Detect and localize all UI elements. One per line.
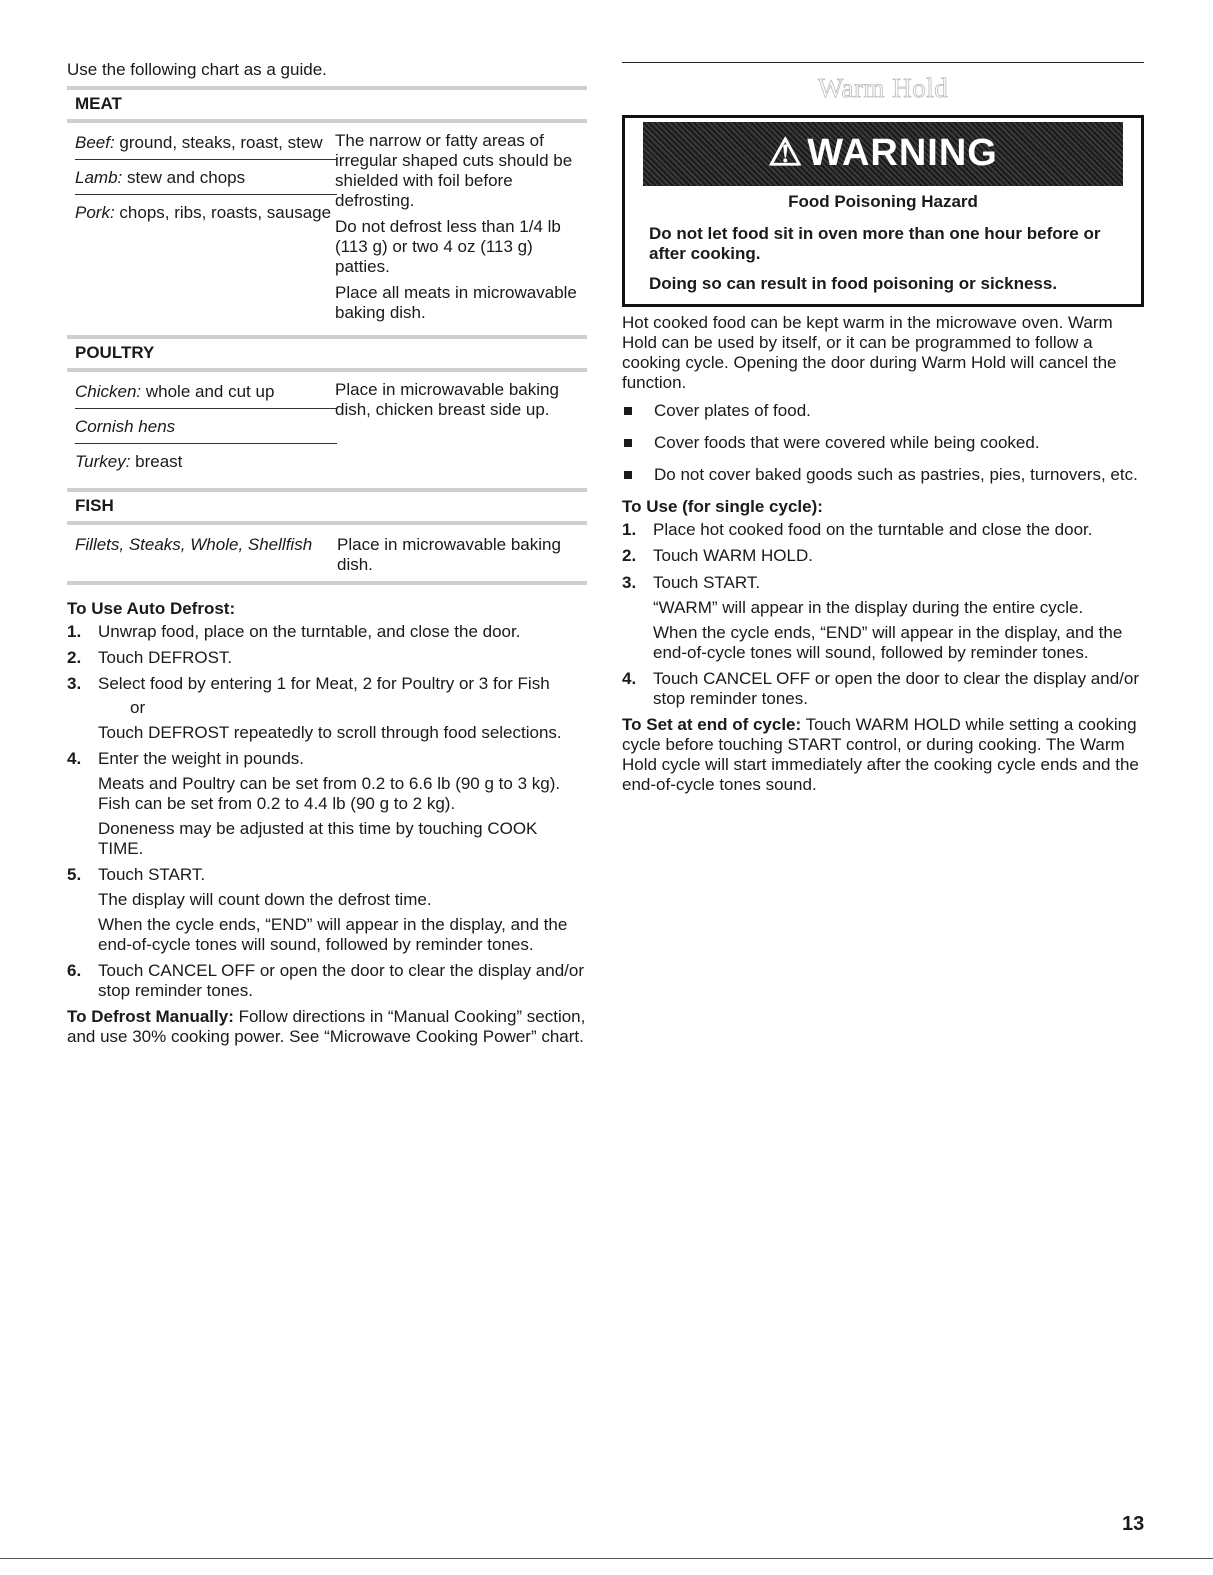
right-column [622, 62, 1144, 803]
step-item: 2. Touch DEFROST. [67, 648, 233, 668]
warm-hold-intro: Hot cooked food can be kept warm in the microwave oven. Warm Hold can be used by itself, or it can be programmed to follow a cooking cycle. Opening the door during Warm Hold will cancel the function. [622, 313, 1117, 393]
warning-box [622, 115, 1144, 307]
set-end-of-cycle: To Set at end of cycle: Touch WARM HOLD while setting a cooking cycle before touching START control, or during cooking. The Warm Hold cycle will start immediately after the cooking cycle ends and the end-of-cycle tones sound. [622, 714, 1139, 794]
bullet-item: Cover plates of food. [622, 401, 1144, 421]
food-item-beef: Beef: ground, steaks, roast, stew [75, 131, 337, 160]
meat-instruction: Place all meats in microwavable baking dish. [335, 283, 577, 323]
meat-instruction: The narrow or fatty areas of irregular shaped cuts should be shielded with foil before defrosting. [335, 131, 573, 211]
warning-triangle-icon: ⚠ [768, 132, 804, 175]
warning-line: Do not let food sit in oven more than one hour before or after cooking. [649, 223, 1101, 263]
warning-line: Doing so can result in food poisoning or sickness. [649, 274, 1058, 293]
chart-intro: Use the following chart as a guide. [67, 60, 327, 79]
meat-heading: MEAT [67, 86, 587, 123]
food-item-pork: Pork: chops, ribs, roasts, sausage [75, 203, 332, 223]
left-column [67, 60, 587, 1055]
warm-hold-title: Warm Hold [817, 73, 949, 103]
step-item: 1. Place hot cooked food on the turntable and close the door. [622, 520, 1093, 540]
fish-instruction: Place in microwavable baking dish. [337, 535, 561, 575]
fish-section [67, 525, 587, 585]
step-item: 1. Unwrap food, place on the turntable, and close the door. [67, 622, 521, 642]
step-item: 5. Touch START. The display will count down the defrost time. When the cycle ends, “END” will appear in the display, and the end-of-cycle tones will sound, followed by reminder tones. [67, 864, 568, 954]
food-item-turkey: Turkey: breast [75, 452, 183, 472]
step-item: 2. Touch WARM HOLD. [622, 546, 813, 566]
poultry-instructions [335, 380, 585, 426]
step-item: 4. Touch CANCEL OFF or open the door to clear the display and/or stop reminder tones. [622, 668, 1140, 708]
defrost-manually: To Defrost Manually: Follow directions in “Manual Cooking” section, and use 30% cooking power. See “Microwave Cooking Power” chart. [67, 1007, 586, 1047]
step-item: 4. Enter the weight in pounds. Meats and Poultry can be set from 0.2 to 6.6 lb (90 g to 3 kg). Fish can be set from 0.2 to 4.4 lb (90 g to 2 kg). Doneness may be adjusted at this time by touching COOK TIME. [67, 748, 561, 858]
meat-section [67, 123, 587, 335]
meat-instruction: Do not defrost less than 1/4 lb (113 g) or two 4 oz (113 g) patties. [335, 217, 561, 277]
fish-heading: FISH [67, 488, 587, 525]
page-number: 13 [1122, 1513, 1145, 1535]
food-item-lamb: Lamb: stew and chops [75, 166, 337, 195]
warm-hold-use-heading: To Use (for single cycle): [622, 497, 823, 517]
step-item: 6. Touch CANCEL OFF or open the door to clear the display and/or stop reminder tones. [67, 960, 585, 1001]
poultry-section [67, 372, 587, 488]
hazard-title: Food Poisoning Hazard [788, 191, 978, 211]
warm-hold-bullets [622, 401, 1144, 485]
step-item: 3. Touch START. “WARM” will appear in the display during the entire cycle. When the cycle ends, “END” will appear in the display, and the end-of-cycle tones will sound, followed by reminder tones. [622, 572, 1123, 662]
food-item-chicken: Chicken: whole and cut up [75, 380, 337, 409]
bottom-rule [0, 1558, 1213, 1559]
food-item-cornish-hens: Cornish hens [75, 415, 337, 444]
food-item-fish: Fillets, Steaks, Whole, Shellfish [75, 535, 313, 555]
step-item: 3. Select food by entering 1 for Meat, 2 for Poultry or 3 for Fish or Touch DEFROST repeatedly to scroll through food selections. [67, 674, 562, 742]
meat-food-list [67, 131, 337, 229]
warm-hold-steps [622, 520, 1144, 708]
bullet-item: Do not cover baked goods such as pastries, pies, turnovers, etc. [622, 465, 1144, 485]
meat-instructions [335, 131, 585, 329]
section-rule [622, 62, 1144, 63]
poultry-instruction: Place in microwavable baking dish, chicken breast side up. [335, 380, 559, 420]
warning-banner [643, 122, 1123, 186]
poultry-food-list [67, 380, 337, 478]
warning-content [625, 186, 1141, 304]
auto-defrost-steps [67, 622, 587, 1001]
bullet-item: Cover foods that were covered while being cooked. [622, 433, 1144, 453]
poultry-heading: POULTRY [67, 335, 587, 372]
auto-defrost-heading: To Use Auto Defrost: [67, 599, 236, 619]
warning-word: WARNING [807, 132, 998, 175]
